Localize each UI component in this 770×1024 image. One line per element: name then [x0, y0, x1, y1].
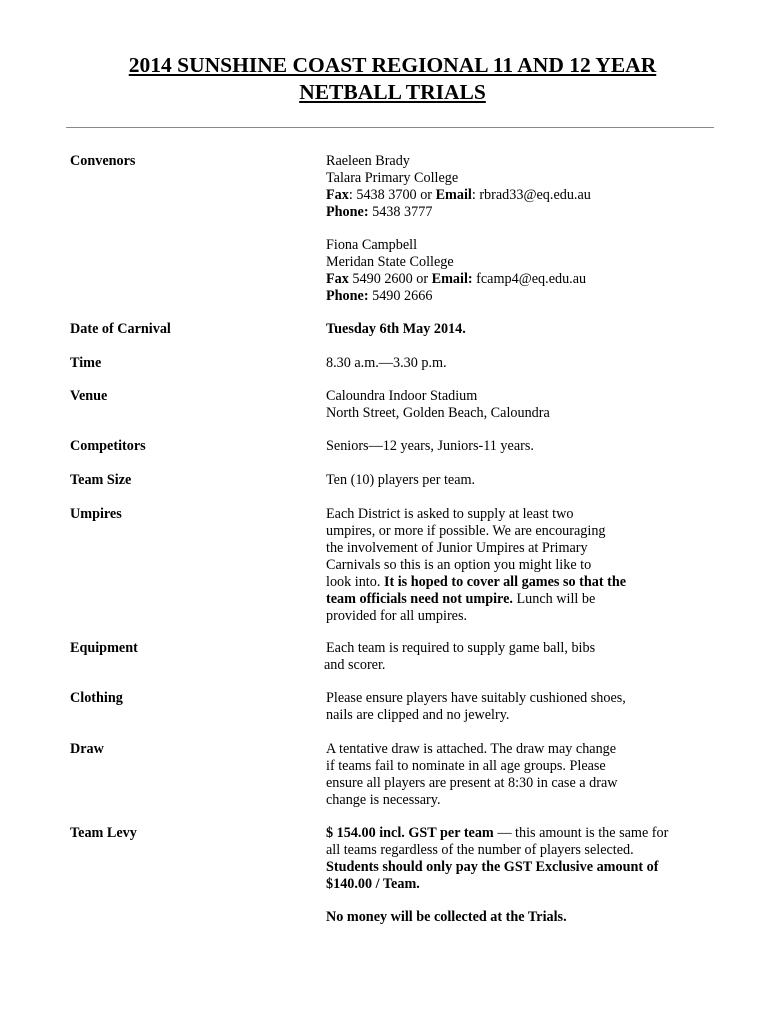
competitors-label: Competitors — [70, 438, 146, 454]
umpires-line-3: the involvement of Junior Umpires at Primary — [326, 540, 588, 556]
convenor-2-fax: 5490 2600 or — [348, 271, 432, 287]
venue-label: Venue — [70, 388, 108, 404]
equipment-label: Equipment — [70, 640, 138, 656]
umpires-line-5-bold: It is hoped to cover all games so that the — [383, 574, 627, 590]
team-size-value: Ten (10) players per team. — [326, 472, 476, 488]
convenor-2-name: Fiona Campbell — [326, 237, 418, 253]
date-label: Date of Carnival — [70, 321, 171, 337]
convenor-1-fax-email — [326, 187, 591, 204]
phone-label: Phone: — [326, 288, 369, 304]
draw-line-2: if teams fail to nominate in all age groups. Please — [326, 758, 606, 774]
umpires-line-1: Each District is asked to supply at least two — [326, 506, 574, 522]
umpires-line-6 — [326, 591, 626, 608]
phone-label: Phone: — [326, 204, 369, 220]
draw-line-4: change is necessary. — [326, 792, 441, 808]
team-levy-label: Team Levy — [70, 825, 137, 841]
convenor-2 — [326, 237, 586, 305]
convenor-2-fax-email — [326, 271, 586, 288]
draw-line-1: A tentative draw is attached. The draw may change — [326, 741, 617, 757]
venue-line-2: North Street, Golden Beach, Caloundra — [326, 405, 550, 421]
convenor-1-school: Talara Primary College — [326, 170, 459, 186]
convenor-2-phone: 5490 2666 — [368, 288, 433, 304]
email-label: Email — [435, 187, 472, 203]
draw-label: Draw — [70, 741, 104, 757]
equipment-value — [326, 640, 595, 674]
team-levy-line-3: Students should only pay the GST Exclusive amount of — [326, 859, 659, 875]
competitors-value: Seniors—12 years, Juniors-11 years. — [326, 438, 534, 454]
team-levy-line-1 — [326, 825, 668, 842]
horizontal-divider — [66, 127, 714, 128]
clothing-line-2: nails are clipped and no jewelry. — [326, 707, 510, 723]
date-value: Tuesday 6th May 2014. — [326, 321, 466, 337]
convenor-2-email: fcamp4@eq.edu.au — [472, 271, 587, 287]
umpires-value — [326, 506, 626, 625]
page-title — [60, 52, 725, 106]
team-levy-amount: $ 154.00 incl. GST per team — [326, 825, 494, 841]
equipment-line-2: and scorer. — [324, 657, 386, 673]
umpires-line-2: umpires, or more if possible. We are encouraging — [326, 523, 606, 539]
team-levy-line-4: $140.00 / Team. — [326, 876, 420, 892]
time-value: 8.30 a.m.—3.30 p.m. — [326, 355, 447, 371]
convenor-1-phone-line — [326, 204, 591, 221]
umpires-line-5 — [326, 574, 626, 591]
title-line-1: 2014 SUNSHINE COAST REGIONAL 11 AND 12 YEAR — [128, 53, 657, 77]
clothing-value — [326, 690, 626, 724]
umpires-label: Umpires — [70, 506, 122, 522]
convenor-1-email: : rbrad33@eq.edu.au — [471, 187, 591, 203]
umpires-line-5-text: look into. — [326, 574, 384, 590]
clothing-line-1: Please ensure players have suitably cushioned shoes, — [326, 690, 626, 706]
convenor-1-name: Raeleen Brady — [326, 153, 410, 169]
venue-line-1: Caloundra Indoor Stadium — [326, 388, 478, 404]
time-label: Time — [70, 355, 102, 371]
convenor-2-school: Meridan State College — [326, 254, 454, 270]
convenors-label: Convenors — [70, 153, 136, 169]
convenor-1 — [326, 153, 591, 221]
umpires-line-6-bold: team officials need not umpire. — [326, 591, 513, 607]
team-levy-note: No money will be collected at the Trials. — [326, 909, 567, 925]
team-levy-line-1-text: — this amount is the same for — [493, 825, 669, 841]
title-line-2: NETBALL TRIALS — [299, 80, 486, 104]
draw-value — [326, 741, 618, 809]
venue-value — [326, 388, 550, 422]
equipment-line-1: Each team is required to supply game ball, bibs — [326, 640, 596, 656]
fax-label: Fax — [326, 187, 349, 203]
team-levy-value — [326, 825, 668, 893]
umpires-line-7: provided for all umpires. — [326, 608, 468, 624]
umpires-line-6-text: Lunch will be — [512, 591, 596, 607]
convenor-1-fax: : 5438 3700 or — [348, 187, 436, 203]
team-size-label: Team Size — [70, 472, 132, 488]
convenor-1-phone: 5438 3777 — [368, 204, 433, 220]
team-levy-line-2: all teams regardless of the number of players selected. — [326, 842, 634, 858]
draw-line-3: ensure all players are present at 8:30 in case a draw — [326, 775, 618, 791]
umpires-line-4: Carnivals so this is an option you might like to — [326, 557, 592, 573]
email-label: Email: — [431, 271, 473, 287]
convenor-2-phone-line — [326, 288, 586, 305]
clothing-label: Clothing — [70, 690, 123, 706]
fax-label: Fax — [326, 271, 349, 287]
